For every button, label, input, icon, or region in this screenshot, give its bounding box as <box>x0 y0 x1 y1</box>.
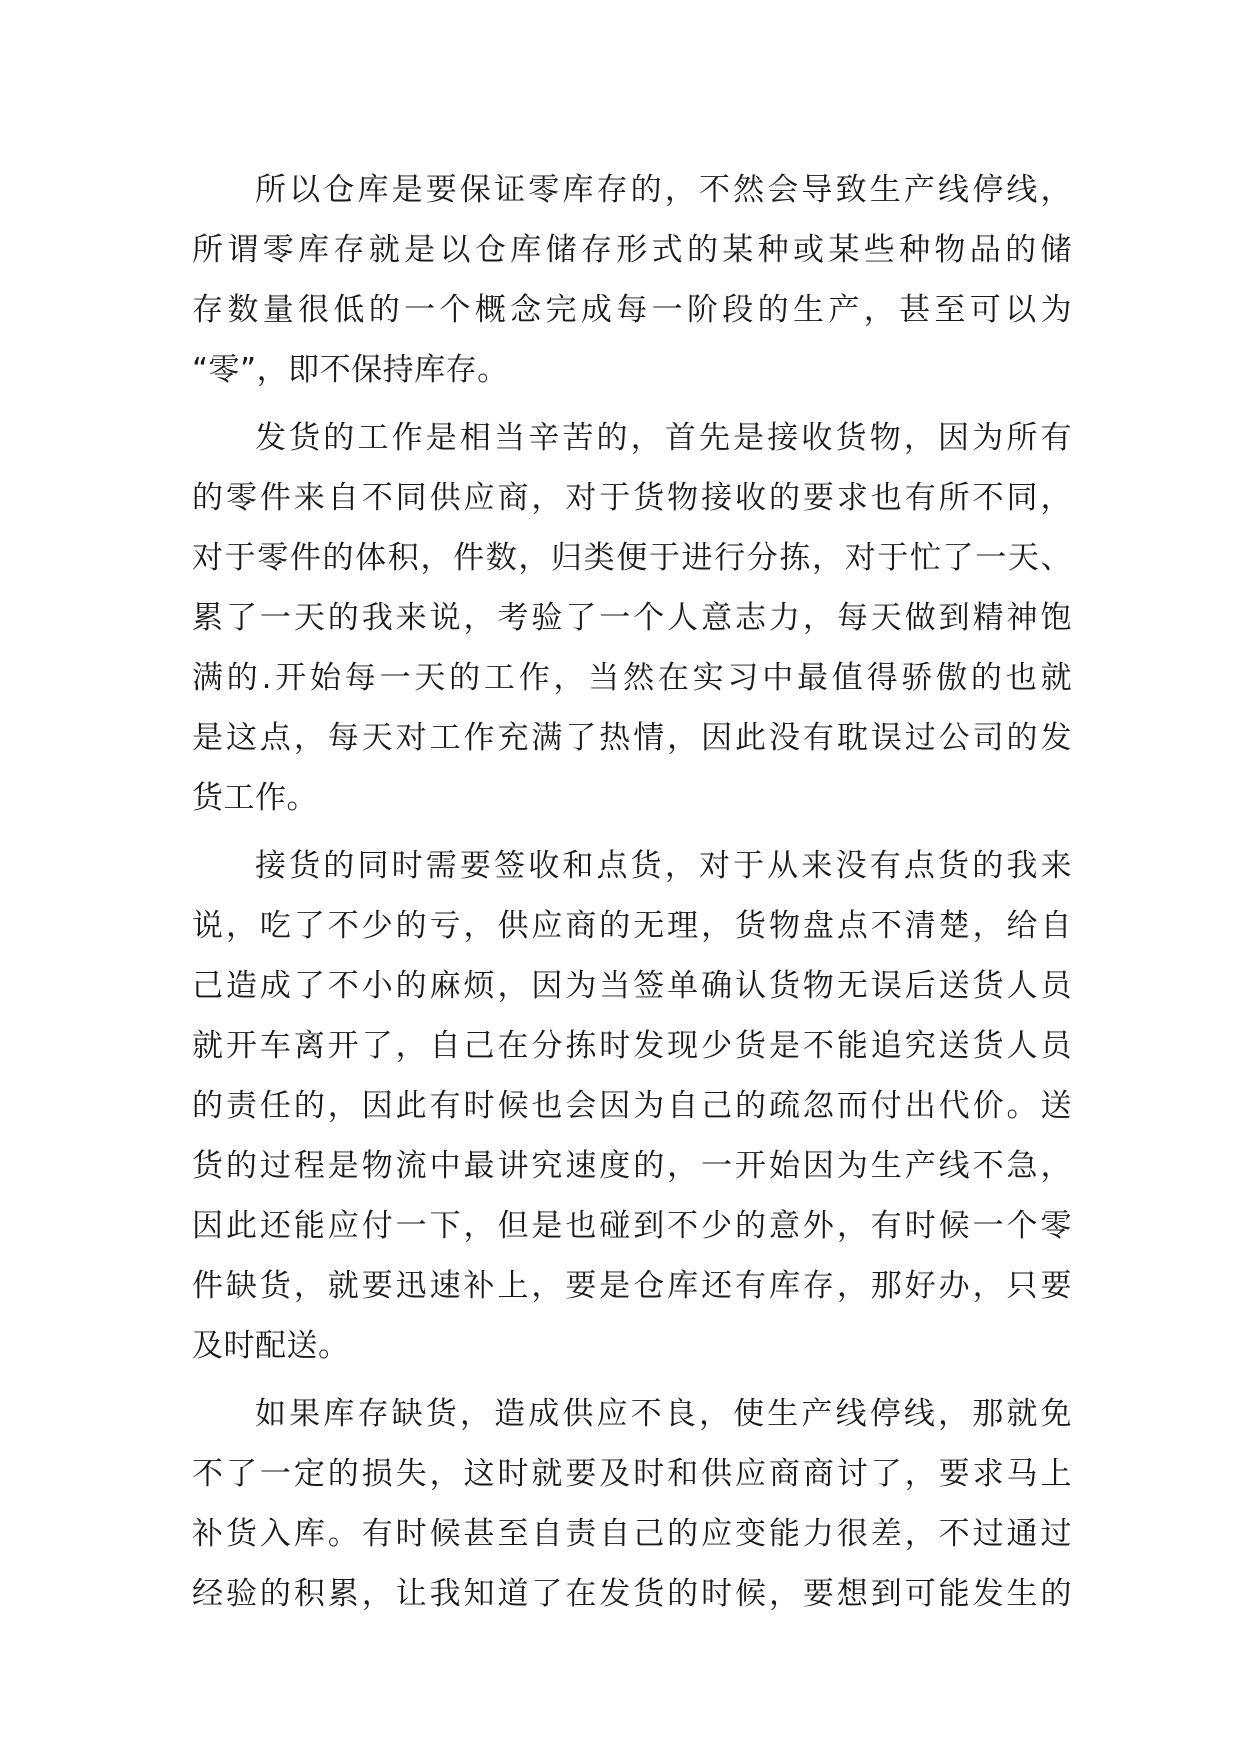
text-line: 货工作。 <box>192 780 318 816</box>
text-line: 因此还能应付一下，但是也碰到不少的意外，有时候一个零 <box>192 1208 1072 1244</box>
text-line: 的零件来自不同供应商，对于货物接收的要求也有所不同， <box>192 480 1072 516</box>
text-line: 对于零件的体积，件数，归类便于进行分拣，对于忙了一天、 <box>192 540 1072 576</box>
text-line: 所以仓库是要保证零库存的，不然会导致生产线停线， <box>255 172 1072 208</box>
text-line: 的责任的，因此有时候也会因为自己的疏忽而付出代价。送 <box>192 1088 1072 1124</box>
text-line: 接货的同时需要签收和点货，对于从来没有点货的我来 <box>255 848 1072 884</box>
paragraph-1 <box>192 160 1072 400</box>
text-line: “零”，即不保持库存。 <box>192 352 509 388</box>
paragraph-3 <box>192 836 1072 1376</box>
text-line: 件缺货，就要迅速补上，要是仓库还有库存，那好办，只要 <box>192 1268 1072 1304</box>
text-line: 补货入库。有时候甚至自责自己的应变能力很差，不过通过 <box>192 1516 1072 1552</box>
text-line: 及时配送。 <box>192 1328 350 1364</box>
paragraph-4 <box>192 1384 1072 1624</box>
paragraph-2 <box>192 408 1072 828</box>
text-line: 经验的积累，让我知道了在发货的时候，要想到可能发生的 <box>192 1576 1072 1612</box>
text-line: 是这点，每天对工作充满了热情，因此没有耽误过公司的发 <box>192 720 1072 756</box>
text-line: 就开车离开了，自己在分拣时发现少货是不能追究送货人员 <box>192 1028 1072 1064</box>
text-line: 累了一天的我来说，考验了一个人意志力，每天做到精神饱 <box>192 600 1072 636</box>
document-body <box>192 160 1072 1624</box>
text-line: 说，吃了不少的亏，供应商的无理，货物盘点不清楚，给自 <box>192 908 1072 944</box>
text-line: 不了一定的损失，这时就要及时和供应商商讨了，要求马上 <box>192 1456 1072 1492</box>
text-line: 满的.开始每一天的工作，当然在实习中最值得骄傲的也就 <box>192 660 1072 696</box>
text-line: 货的过程是物流中最讲究速度的，一开始因为生产线不急， <box>192 1148 1072 1184</box>
text-line: 己造成了不小的麻烦，因为当签单确认货物无误后送货人员 <box>192 968 1072 1004</box>
text-line: 存数量很低的一个概念完成每一阶段的生产，甚至可以为 <box>192 292 1072 328</box>
text-line: 所谓零库存就是以仓库储存形式的某种或某些种物品的储 <box>192 232 1072 268</box>
text-line: 发货的工作是相当辛苦的，首先是接收货物，因为所有 <box>255 420 1072 456</box>
text-line: 如果库存缺货，造成供应不良，使生产线停线，那就免 <box>255 1396 1072 1432</box>
